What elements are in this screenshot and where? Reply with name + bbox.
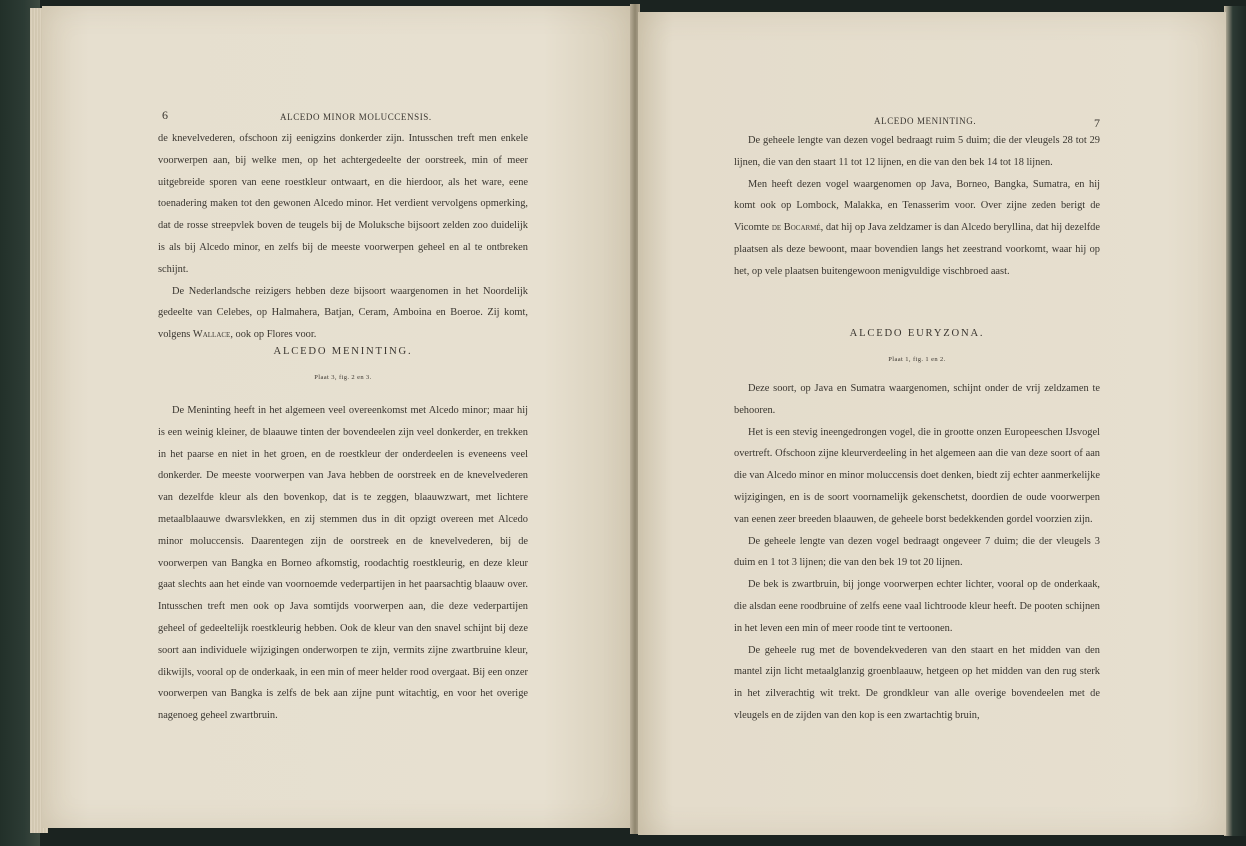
right-paragraph-5: De geheele lengte van dezen vogel bedraagt ongeveer 7 duim; die der vleugels 3 duim en 1 tot 3 lijnen; die van den bek 19 tot 20 lijnen. xyxy=(734,535,1100,569)
right-text-block-2 xyxy=(734,378,1100,727)
right-page xyxy=(638,12,1226,835)
right-paragraph-3: Deze soort, op Java en Sumatra waargenomen, schijnt onder de vrij zeldzamen te behooren. xyxy=(734,383,1100,416)
author-name-bocarme: de Bocarmé xyxy=(771,222,821,234)
right-paragraph-2-text-a: Men heeft dezen vogel waargenomen op Java, Borneo, Bangka, Sumatra, en hij komt ook op Lombock, Malakka, en Tenasserim voor. Over zijne zeden berigt de Vicomte xyxy=(734,178,1100,234)
left-paragraph-1: de knevelvederen, ofschoon zij eenigzins donkerder zijn. Intusschen treft men enkele voorwerpen aan, bij welke men, op het achtergedeelte der oorstreek, min of meer uitgebreide sporen van eene roestkleur ontwaart, en die hierdoor, als het ware, eene toenadering maken tot den gewonen Alcedo minor. Het verdient vervolgens opmerking, dat de rosse streepvlek boven de teugels bij de Moluksche bijsoort zelden zoo duidelijk is als bij Alcedo minor, en zelfs bij de meeste voorwerpen geheel en al te ontbreken schijnt. xyxy=(158,133,528,275)
right-paragraph-7: De geheele rug met de bovendekvederen van den staart en het midden van den mantel zijn licht metaalglanzig groenblaauw, hetgeen op het midden van den rug sterk in het zilverachtig wit trekt. De grondkleur van alle overige bovendeelen met de vleugels en de zijden van den kop is een zwartachtig bruin, xyxy=(734,644,1100,721)
left-page xyxy=(42,6,632,828)
left-paragraph-2 xyxy=(158,281,528,346)
right-paragraph-6: De bek is zwartbruin, bij jonge voorwerpen echter lichter, vooral op de onderkaak, die alsdan eene roodbruine of zelfs eene vaal lichtroode kleur heeft. De pooten schijnen in het leven een min of meer roode tint te vertoonen. xyxy=(734,579,1100,634)
right-page-number: 7 xyxy=(1094,116,1100,130)
right-paragraph-4: Het is een stevig ineengedrongen vogel, die in grootte onzen Europeeschen IJsvogel overtreft. Ofschoon zijne kleurverdeeling in het algemeen aan die van deze soort of aan die van Alcedo minor en minor moluccensis doet denken, biedt zij echter aanmerkelijke wijzigingen, en is de soort voornamelijk gekenschetst, doordien de oude voorwerpen van eenen zeer breeden blaauwen, de geheele borst bedekkenden gordel voorzien zijn. xyxy=(734,426,1100,525)
right-paragraph-2 xyxy=(734,174,1100,283)
left-paragraph-3: De Meninting heeft in het algemeen veel overeenkomst met Alcedo minor; maar hij is een weinig kleiner, de blaauwe tinten der bovendeelen zijn veel donkerder, en trekken in het paarse en niet in het groen, en de roestkleur der onderdeelen is eveneens veel donkerder. De meeste voorwerpen van Java hebben de oorstreek en de knevelvederen van dezelfde kleur als den bovenkop, dat is te zeggen, blaauwzwart, met lichtere metaalblaauwe dwarsvlekken, en zij stemmen dus in dit opzigt overeen met Alcedo minor moluccensis. Daarentegen zijn de oorstreek en de knevelvederen, bij de voorwerpen van Bangka en Borneo afkomstig, roodachtig roestkleurig, en deze kleur gaat slechts aan het einde van voornoemde vederpartijen in het paarsachtig blaauw over. Intusschen treft men ook op Java somtijds voorwerpen aan, die deze vederpartijen geheel of gedeeltelijk roestkleurig hebben. Ook de kleur van den snavel schijnt bij deze soort aan individuele wijzigingen onderworpen te zijn, vermits zijne zwartbruine kleur, dikwijls, vooral op de onderkaak, in een min of meer helder rood overgaat. Bij een onzer voorwerpen van Bangka is zelfs de bek aan zijne punt witachtig, en voor het overige nagenoeg geheel zwartbruin. xyxy=(158,405,528,722)
plate-reference-euryzona: Plaat 1, fig. 1 en 2. xyxy=(888,356,946,363)
left-paragraph-2-text-b: , ook op Flores voor. xyxy=(230,329,317,341)
author-name-wallace: Wallace xyxy=(192,329,231,341)
right-paragraph-2-text-b: , dat hij op Java zeldzamer is dan Alcedo beryllina, dat hij dezelfde plaatsen als deze bewoont, maar bovendien langs het zeestrand voorkomt, waar hij op het, op vele plaatsen buitengewoon menigvuldige vischbroed aast. xyxy=(734,222,1100,277)
left-paragraph-2-text-a: De Nederlandsche reizigers hebben deze bijsoort waargenomen in het Noordelijk gedeelte van Celebes, op Halmahera, Batjan, Ceram, Amboina en Boeroe. Zij komt, volgens xyxy=(158,285,528,341)
left-page-number: 6 xyxy=(162,108,168,122)
right-running-head: ALCEDO MENINTING. xyxy=(874,116,977,126)
left-running-head: ALCEDO MINOR MOLUCCENSIS. xyxy=(280,112,432,122)
right-cover-edge xyxy=(1224,6,1246,836)
section-title-meninting: ALCEDO MENINTING. xyxy=(273,346,413,357)
plate-reference-meninting: Plaat 3, fig. 2 en 3. xyxy=(314,374,372,381)
left-text-block-1 xyxy=(158,128,528,346)
section-title-euryzona: ALCEDO EURYZONA. xyxy=(849,328,985,339)
right-paragraph-1: De geheele lengte van dezen vogel bedraagt ruim 5 duim; die der vleugels 28 tot 29 lijnen, die van den staart 11 tot 12 lijnen, en die van den bek 14 tot 18 lijnen. xyxy=(734,135,1100,168)
left-text-block-2 xyxy=(158,400,528,727)
right-text-block-1 xyxy=(734,130,1100,283)
